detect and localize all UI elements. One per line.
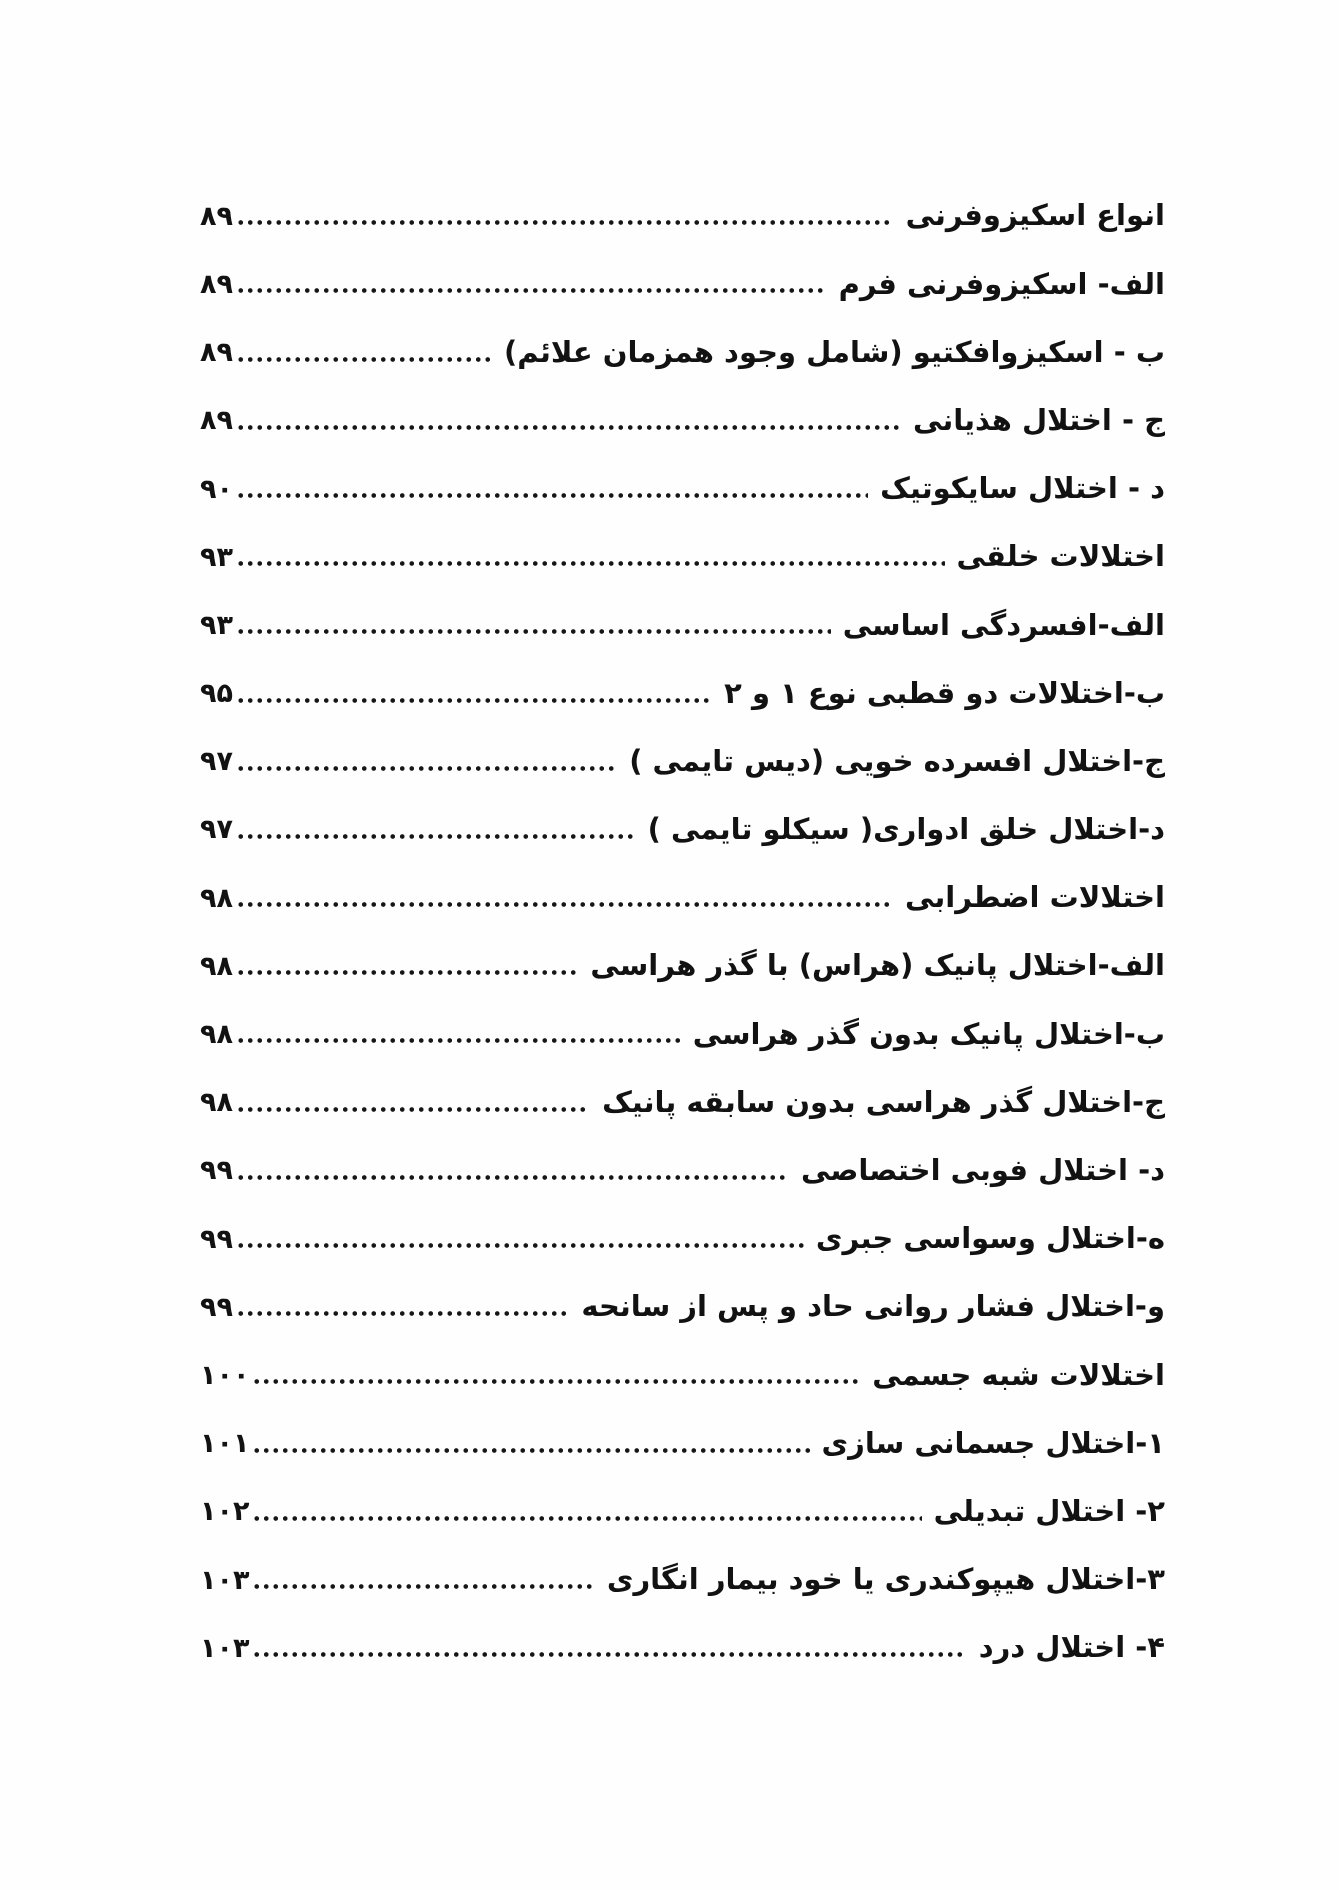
toc-entry-title: ه-اختلال وسواسی جبری: [815, 1221, 1165, 1256]
toc-entry-title: الف-اختلال پانیک (هراس) با گذر هراسی: [590, 948, 1165, 983]
toc-entry-page-number: ۱۰۲: [200, 1496, 250, 1528]
toc-entry-page-number: ۹۵: [200, 678, 233, 710]
toc-leader-dots: [236, 628, 831, 635]
toc-entry-page-number: ۹۸: [200, 882, 233, 914]
toc-entry: [200, 438, 1165, 506]
toc-entry: [200, 642, 1165, 710]
toc-leader-dots: [236, 287, 827, 294]
toc-leader-dots: [236, 697, 712, 704]
toc-leader-dots: [236, 219, 894, 226]
toc-entry: [200, 574, 1165, 642]
toc-leader-dots: [252, 1447, 809, 1454]
toc-entry-title: الف-افسردگی اساسی: [842, 607, 1165, 642]
toc-entry-title: اختلالات شبه جسمی: [872, 1357, 1165, 1392]
toc-entry-title: د-اختلال خلق ادواری( سیکلو تایمی ): [647, 812, 1165, 847]
toc-entry-page-number: ۸۹: [200, 200, 233, 232]
toc-entry-page-number: ۹۳: [200, 609, 233, 641]
toc-entry-page-number: ۹۹: [200, 1155, 233, 1187]
toc-leader-dots: [252, 1651, 966, 1658]
toc-leader-dots: [252, 1583, 594, 1590]
toc-entry-page-number: ۹۸: [200, 1087, 233, 1119]
toc-entry: [200, 233, 1165, 301]
toc-leader-dots: [252, 1515, 921, 1522]
toc-leader-dots: [236, 492, 868, 499]
toc-entry: [200, 1461, 1165, 1529]
toc-leader-dots: [236, 901, 893, 908]
toc-entry: [200, 983, 1165, 1051]
toc-entry-title: د - اختلال سایکوتیک: [880, 471, 1165, 506]
toc-entry-title: ج - اختلال هذیانی: [913, 402, 1165, 437]
toc-entry-title: ۴- اختلال درد: [978, 1630, 1165, 1665]
toc-entry: [200, 1256, 1165, 1324]
toc-entry-page-number: ۹۰: [200, 473, 233, 505]
toc-leader-dots: [236, 969, 578, 976]
toc-leader-dots: [236, 765, 617, 772]
toc-entry: [200, 1392, 1165, 1460]
toc-entry: [200, 1597, 1165, 1665]
toc-entry-title: اختلالات خلقی: [956, 539, 1165, 574]
toc-list: [200, 165, 1165, 1665]
toc-leader-dots: [236, 1174, 789, 1181]
toc-entry: [200, 915, 1165, 983]
toc-entry-page-number: ۹۷: [200, 814, 233, 846]
toc-entry-page-number: ۱۰۰: [200, 1359, 250, 1391]
toc-entry-title: ۳-اختلال هیپوکندری یا خود بیمار انگاری: [606, 1562, 1165, 1597]
toc-entry-title: اختلالات اضطرابی: [905, 880, 1165, 915]
toc-entry-page-number: ۸۹: [200, 337, 233, 369]
toc-entry: [200, 1188, 1165, 1256]
toc-entry-title: د- اختلال فوبی اختصاصی: [801, 1153, 1165, 1188]
toc-entry: [200, 1324, 1165, 1392]
toc-entry-page-number: ۱۰۱: [200, 1428, 250, 1460]
toc-leader-dots: [236, 560, 945, 567]
toc-entry: [200, 370, 1165, 438]
toc-entry-title: ۲- اختلال تبدیلی: [933, 1493, 1165, 1528]
toc-leader-dots: [252, 1378, 860, 1385]
toc-entry: [200, 165, 1165, 233]
toc-entry-page-number: ۹۷: [200, 746, 233, 778]
toc-entry-page-number: ۱۰۳: [200, 1632, 250, 1664]
toc-leader-dots: [236, 1037, 681, 1044]
toc-leader-dots: [236, 1242, 804, 1249]
toc-entry: [200, 779, 1165, 847]
toc-entry-title: الف- اسکیزوفرنی فرم: [838, 266, 1165, 301]
toc-leader-dots: [236, 424, 901, 431]
toc-entry-title: انواع اسکیزوفرنی: [905, 198, 1165, 233]
toc-entry-page-number: ۸۹: [200, 405, 233, 437]
toc-entry: [200, 1529, 1165, 1597]
toc-entry-page-number: ۹۸: [200, 950, 233, 982]
toc-entry-title: و-اختلال فشار روانی حاد و پس از سانحه: [581, 1289, 1165, 1324]
toc-leader-dots: [236, 356, 492, 363]
toc-entry-title: ب - اسکیزوافکتیو (شامل وجود همزمان علائم): [503, 334, 1165, 369]
toc-entry: [200, 506, 1165, 574]
toc-entry: [200, 711, 1165, 779]
toc-entry: [200, 301, 1165, 369]
toc-entry-page-number: ۱۰۳: [200, 1564, 250, 1596]
toc-entry-page-number: ۹۳: [200, 541, 233, 573]
toc-entry-title: ۱-اختلال جسمانی سازی: [821, 1425, 1165, 1460]
toc-entry-title: ب-اختلال پانیک بدون گذر هراسی: [692, 1016, 1165, 1051]
toc-entry-page-number: ۸۹: [200, 268, 233, 300]
toc-leader-dots: [236, 1106, 590, 1113]
toc-entry: [200, 1051, 1165, 1119]
toc-entry-title: ج-اختلال گذر هراسی بدون سابقه پانیک: [602, 1084, 1165, 1119]
toc-entry: [200, 1120, 1165, 1188]
toc-leader-dots: [236, 1310, 569, 1317]
toc-leader-dots: [236, 833, 636, 840]
toc-entry-title: ب-اختلالات دو قطبی نوع ۱ و ۲: [724, 675, 1165, 710]
toc-entry-page-number: ۹۸: [200, 1019, 233, 1051]
toc-entry-title: ج-اختلال افسرده خویی (دیس تایمی ): [629, 743, 1165, 778]
toc-entry-page-number: ۹۹: [200, 1223, 233, 1255]
toc-entry-page-number: ۹۹: [200, 1291, 233, 1323]
toc-entry: [200, 847, 1165, 915]
